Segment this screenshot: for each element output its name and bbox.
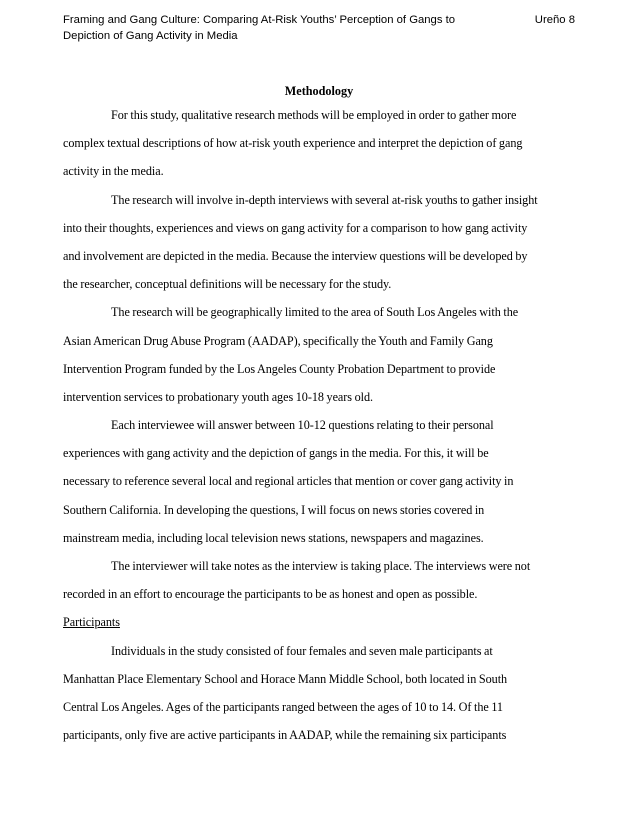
text-line: The research will involve in-depth interviews with several at-risk youths to gather insight bbox=[111, 192, 538, 207]
text-line: experiences with gang activity and the depiction of gangs in the media. For this, it will be bbox=[63, 446, 489, 461]
text-line: into their thoughts, experiences and views on gang activity for a comparison to how gang activity bbox=[63, 220, 528, 235]
text-line: Intervention Program funded by the Los Angeles County Probation Department to provide bbox=[63, 361, 496, 376]
text-line: The interviewer will take notes as the interview is taking place. The interviews were not bbox=[111, 559, 531, 573]
section-heading: Methodology bbox=[284, 84, 354, 98]
text-line: intervention services to probationary youth ages 10-18 years old. bbox=[63, 389, 374, 404]
text-line: Southern California. In developing the questions, I will focus on news stories covered in bbox=[63, 502, 485, 517]
text-line: Individuals in the study consisted of four females and seven male participants at bbox=[111, 643, 493, 658]
running-header-title: Framing and Gang Culture: Comparing At-Risk Youths’ Perception of Gangs to Depiction of Gang Activity in Media bbox=[63, 14, 456, 42]
text-line: For this study, qualitative research methods will be employed in order to gather more bbox=[111, 108, 517, 122]
running-header bbox=[63, 12, 575, 44]
text-line: The research will be geographically limited to the area of South Los Angeles with the bbox=[111, 305, 519, 320]
document-body bbox=[63, 81, 575, 749]
text-line: activity in the media. bbox=[63, 164, 164, 179]
text-line: necessary to reference several local and regional articles that mention or cover gang activity in bbox=[63, 474, 514, 489]
subsection-heading: Participants bbox=[63, 615, 120, 630]
page-number: Ureño 8 bbox=[534, 14, 575, 26]
text-line: Central Los Angeles. Ages of the participants ranged between the ages of 10 to 14. Of the 11 bbox=[63, 699, 503, 714]
text-line: mainstream media, including local television news stations, newspapers and magazines. bbox=[63, 530, 484, 545]
text-line: recorded in an effort to encourage the participants to be as honest and open as possible. bbox=[63, 587, 478, 602]
text-line: complex textual descriptions of how at-risk youth experience and interpret the depiction of gang bbox=[63, 136, 523, 151]
text-line: Asian American Drug Abuse Program (AADAP), specifically the Youth and Family Gang bbox=[63, 333, 493, 348]
text-line: and involvement are depicted in the media. Because the interview questions will be developed by bbox=[63, 248, 528, 263]
text-line: Each interviewee will answer between 10-12 questions relating to their personal bbox=[111, 418, 494, 433]
text-line: Manhattan Place Elementary School and Horace Mann Middle School, both located in South bbox=[63, 671, 508, 686]
text-line: participants, only five are active participants in AADAP, while the remaining six participants bbox=[63, 728, 507, 743]
text-line: the researcher, conceptual definitions will be necessary for the study. bbox=[63, 277, 392, 292]
body-text bbox=[63, 101, 575, 749]
